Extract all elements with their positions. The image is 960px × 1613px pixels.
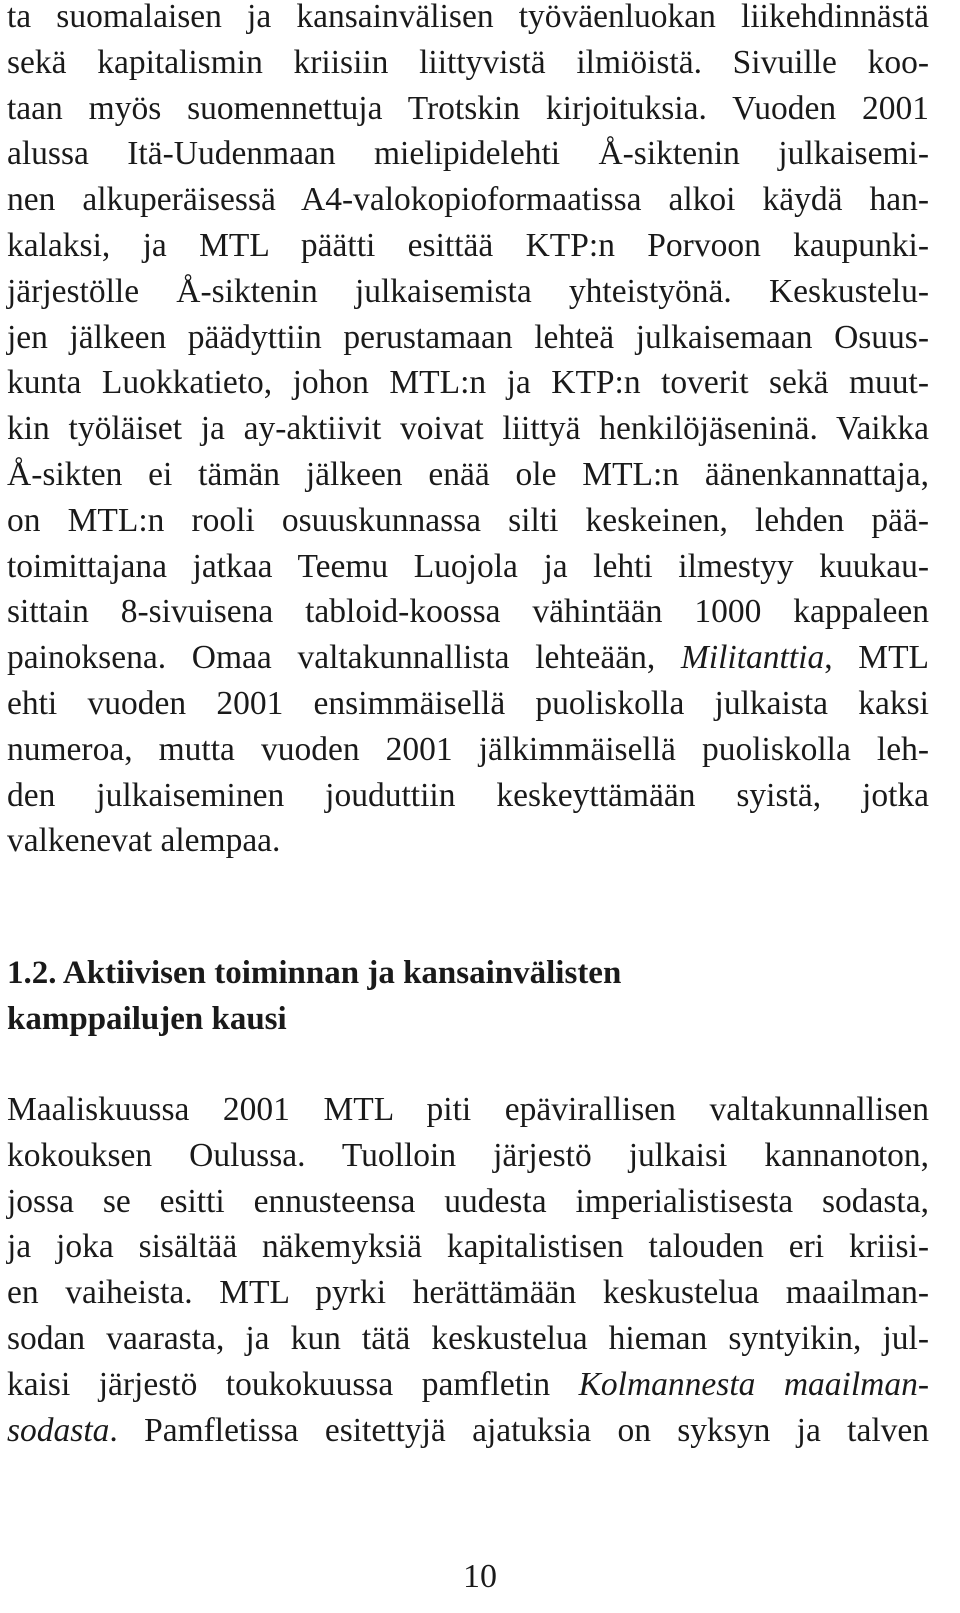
section-heading	[7, 950, 929, 1042]
text-line: ehti vuoden 2001 ensimmäisellä puoliskolla julkaista kaksi	[7, 684, 929, 722]
text-line: sekä kapitalismin kriisiin liittyvistä ilmiöistä. Sivuille koo-	[7, 43, 929, 81]
text-line: Maaliskuussa 2001 MTL piti epävirallisen valtakunnallisen	[7, 1091, 929, 1128]
text-line: alussa Itä-Uudenmaan mielipidelehti Å-siktenin julkaisemi-	[7, 135, 929, 173]
text-line: sodan vaarasta, ja kun tätä keskustelua hieman syntyikin, jul-	[7, 1319, 929, 1357]
text-line	[7, 1362, 929, 1408]
text-line: jen jälkeen päädyttiin perustamaan lehteä julkaisemaan Osuus-	[7, 318, 929, 356]
text-line: kunta Luokkatieto, johon MTL:n ja KTP:n toverit sekä muut-	[7, 364, 929, 402]
text-line: den julkaiseminen jouduttiin keskeyttämään syistä, jotka	[7, 776, 929, 814]
heading-line: kamppailujen kausi	[7, 1001, 287, 1037]
text-line: valkenevat alempaa.	[7, 822, 281, 860]
text-run: , MTL	[824, 639, 929, 677]
text-line: kin työläiset ja ay-aktiivit voivat liittyä henkilöjäseninä. Vaikka	[7, 410, 929, 448]
text-line	[7, 635, 929, 681]
text-line: jossa se esitti ennusteensa uudesta imperialistisesta sodasta,	[7, 1182, 929, 1220]
body-paragraph-1	[7, 0, 929, 864]
text-line: kokouksen Oulussa. Tuolloin järjestö julkaisi kannanoton,	[7, 1136, 929, 1174]
text-line: ta suomalaisen ja kansainvälisen työväenluokan liikehdinnästä	[7, 0, 929, 35]
text-line: sittain 8-sivuisena tabloid-koossa vähintään 1000 kappaleen	[7, 593, 929, 631]
text-run: . Pamfletissa esitettyjä ajatuksia on syksyn ja talven	[109, 1411, 929, 1449]
text-line: kalaksi, ja MTL päätti esittää KTP:n Porvoon kaupunki-	[7, 226, 929, 264]
text-line	[7, 1408, 929, 1454]
text-line: on MTL:n rooli osuuskunnassa silti keskeinen, lehden pää-	[7, 501, 929, 539]
text-line: taan myös suomennettuja Trotskin kirjoituksia. Vuoden 2001	[7, 89, 929, 127]
text-line: nen alkuperäisessä A4-valokopioformaatissa alkoi käydä han-	[7, 181, 929, 219]
text-run: painoksena. Omaa valtakunnallista lehteään,	[7, 639, 681, 677]
text-line: numeroa, mutta vuoden 2001 jälkimmäisellä puoliskolla leh-	[7, 730, 929, 768]
page-number: 10	[463, 1558, 497, 1595]
text-line: en vaiheista. MTL pyrki herättämään keskustelua maailman-	[7, 1274, 929, 1312]
body-paragraph-2	[7, 1087, 929, 1453]
pamphlet-title-continued: sodasta	[7, 1411, 110, 1449]
text-run: kaisi järjestö toukokuussa pamfletin	[7, 1365, 579, 1403]
journal-title-militanttia: Militanttia	[680, 639, 825, 677]
text-line: toimittajana jatkaa Teemu Luojola ja lehti ilmestyy kuukau-	[7, 547, 929, 585]
text-line: ja joka sisältää näkemyksiä kapitalistisen talouden eri kriisi-	[7, 1228, 929, 1266]
text-line: järjestölle Å-siktenin julkaisemista yhteistyönä. Keskustelu-	[7, 272, 929, 310]
heading-line: 1.2. Aktiivisen toiminnan ja kansainvälisten	[7, 955, 622, 991]
text-line: Å-sikten ei tämän jälkeen enää ole MTL:n äänenkannattaja,	[7, 455, 929, 493]
pamphlet-title: Kolmannesta maailman-	[578, 1365, 929, 1403]
